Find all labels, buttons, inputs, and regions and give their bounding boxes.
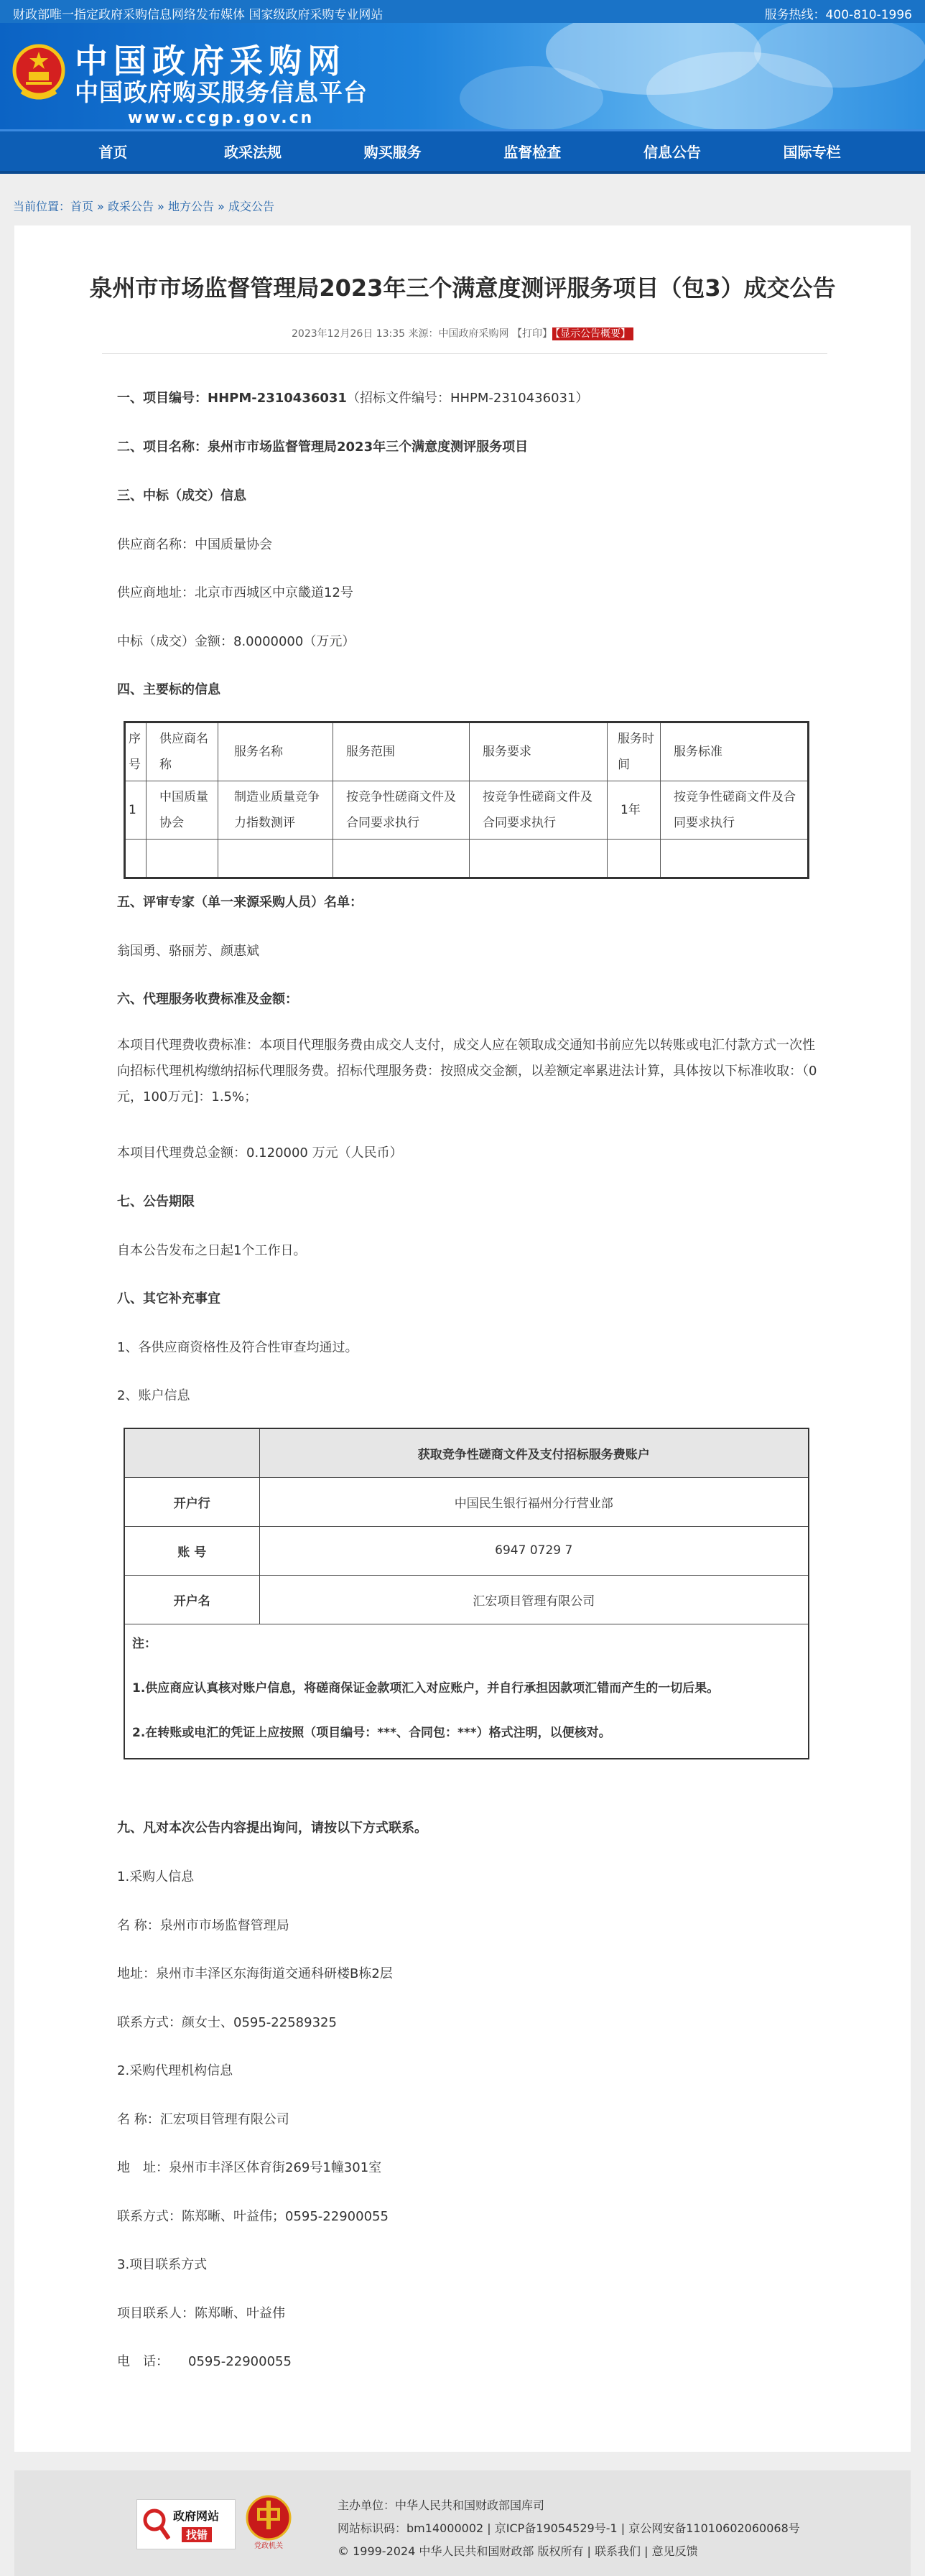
project-contact-heading: 3.项目联系方式 (117, 2257, 208, 2272)
site-name: 中国政府采购网 (75, 42, 346, 80)
footer-registration: 网站标识码：bm14000002 | 京ICP备19054529号-1 | 京公网安备11010602060068号 (338, 2521, 800, 2535)
section-project-number (117, 388, 588, 406)
account-key: 账 号 (124, 1526, 259, 1575)
breadcrumb-sep: » (93, 200, 108, 213)
nav-home[interactable]: 首页 (98, 144, 128, 161)
purchaser-name: 名 称：泉州市市场监督管理局 (117, 1918, 289, 1933)
section-project-name: 二、项目名称：泉州市市场监督管理局2023年三个满意度测评服务项目 (117, 440, 529, 455)
breadcrumb-local-announcements[interactable]: 地方公告 (167, 200, 214, 213)
breadcrumb-prefix: 当前位置： (13, 200, 71, 213)
site-banner (0, 23, 925, 129)
purchaser-address: 地址：泉州市丰泽区东海街道交通科研楼B栋2层 (117, 1966, 393, 1981)
party-gov-organ-badge-icon[interactable] (244, 2493, 293, 2551)
agency-heading: 2.采购代理机构信息 (117, 2063, 233, 2078)
breadcrumb-sep: » (214, 200, 228, 213)
breadcrumb (13, 197, 274, 214)
section-experts: 五、评审专家（单一来源采购人员）名单： (117, 895, 363, 910)
account-value: 中国民生银行福州分行营业部 (259, 1477, 809, 1526)
badge2-label: 党政机关 (254, 2542, 283, 2550)
breadcrumb-deal-announcements[interactable]: 成交公告 (228, 200, 274, 213)
site-footer (14, 2470, 911, 2576)
supplier-name: 供应商名称：中国质量协会 (117, 537, 272, 552)
table-header-cell: 供应商名称 (147, 722, 218, 781)
account-table-title: 获取竞争性磋商文件及支付招标服务费账户 (259, 1428, 809, 1477)
breadcrumb-gov-announcements[interactable]: 政采公告 (108, 200, 154, 213)
breadcrumb-sep: » (154, 200, 168, 213)
agency-address: 地 址：泉州市丰泽区体育街269号1幢301室 (117, 2160, 382, 2175)
top-slogan: 财政部唯一指定政府采购信息网络发布媒体 国家级政府采购专业网站 (13, 8, 384, 22)
purchaser-contact: 联系方式：颜女士、0595-22589325 (117, 2015, 337, 2030)
supplementary-item-2: 2、账户信息 (117, 1388, 190, 1403)
project-number-label: 一、项目编号：HHPM-2310436031 (117, 391, 347, 406)
supplier-address: 供应商地址：北京市西城区中京畿道12号 (117, 585, 353, 600)
nav-purchase-services[interactable]: 购买服务 (363, 144, 422, 161)
account-note-row (124, 1624, 809, 1759)
table-header-cell: 服务范围 (333, 722, 470, 781)
table-row (124, 1575, 809, 1624)
article-meta-text: 2023年12月26日 13:35 来源：中国政府采购网 【打印】 (292, 328, 552, 340)
table-header-row (125, 722, 809, 781)
note-item-2: 2.在转账或电汇的凭证上应按照（项目编号：***、合同包：***）格式注明，以便核对。 (132, 1725, 611, 1740)
section-notice-period: 七、公告期限 (117, 1194, 195, 1209)
site-url: www.ccgp.gov.cn (128, 109, 315, 127)
experts-list: 翁国勇、骆丽芳、颜惠斌 (117, 944, 259, 959)
section-agency-fee: 六、代理服务收费标准及金额： (117, 992, 298, 1007)
nav-regulations[interactable]: 政采法规 (223, 144, 282, 161)
section-award-info: 三、中标（成交）信息 (117, 488, 246, 503)
table-cell: 1年 (608, 781, 661, 840)
gov-site-error-report-badge[interactable] (136, 2499, 236, 2549)
note-item-1: 1.供应商应认真核对账户信息，将磋商保证金款项汇入对应账户，并自行承担因款项汇错而产生的一切后果。 (132, 1680, 720, 1696)
article-card (14, 225, 911, 2452)
award-amount: 中标（成交）金额：8.0000000（万元） (117, 634, 355, 649)
footer-sponsor: 主办单位：中华人民共和国财政部国库司 (338, 2498, 545, 2512)
account-key: 开户行 (124, 1477, 259, 1526)
breadcrumb-home[interactable]: 首页 (70, 200, 94, 213)
notice-period-text: 自本公告发布之日起1个工作日。 (117, 1243, 307, 1258)
site-subname: 中国政府购买服务信息平台 (75, 78, 368, 106)
table-row-empty (125, 840, 809, 878)
supplementary-item-1: 1、各供应商资格性及符合性审查均通过。 (117, 1340, 358, 1355)
account-info-table (124, 1428, 809, 1759)
account-key: 开户名 (124, 1575, 259, 1624)
project-contact-person: 项目联系人：陈郑晰、叶益伟 (117, 2306, 285, 2321)
badge-title: 政府网站 (173, 2509, 220, 2523)
main-items-table (124, 721, 809, 879)
article-title: 泉州市市场监督管理局2023年三个满意度测评服务项目（包3）成交公告 (89, 274, 836, 302)
table-header-cell: 序号 (125, 722, 147, 781)
nav-international[interactable]: 国际专栏 (783, 144, 841, 161)
purchaser-heading: 1.采购人信息 (117, 1869, 195, 1884)
nav-supervision[interactable]: 监督检查 (503, 144, 562, 161)
project-contact-phone: 电 话： 0595-22900055 (117, 2354, 292, 2369)
table-row (124, 1477, 809, 1526)
table-cell: 1 (125, 781, 147, 840)
section-contacts: 九、凡对本次公告内容提出询问，请按以下方式联系。 (117, 1821, 427, 1836)
badge-subtitle: 找错 (182, 2527, 212, 2542)
table-header-cell: 服务标准 (661, 722, 809, 781)
section-supplementary: 八、其它补充事宜 (117, 1291, 220, 1306)
tender-doc-number: （招标文件编号：HHPM-2310436031） (346, 391, 589, 406)
table-cell: 中国质量协会 (147, 781, 218, 840)
main-nav (0, 129, 925, 174)
table-cell: 按竞争性磋商文件及合同要求执行 (470, 781, 608, 840)
agency-name: 名 称：汇宏项目管理有限公司 (117, 2112, 289, 2127)
note-title: 注： (132, 1636, 157, 1651)
table-cell: 按竞争性磋商文件及合同要求执行 (661, 781, 809, 840)
top-info-bar (0, 0, 925, 23)
magnifier-icon (141, 2506, 170, 2543)
table-header-cell: 服务名称 (218, 722, 333, 781)
table-cell: 按竞争性磋商文件及合同要求执行 (333, 781, 470, 840)
article-meta (14, 326, 911, 340)
agency-contact: 联系方式：陈郑晰、叶益伟；0595-22900055 (117, 2209, 389, 2224)
agency-fee-standard: 本项目代理费收费标准：本项目代理服务费由成交人支付，成交人应在领取成交通知书前应先以转账或电汇付款方式一次性向招标代理机构缴纳招标代理服务费。招标代理服务费：按照成交金额，以差额定率累进法计算，具体按以下标准收取：（0元，100万元]：1.5%； (117, 1038, 817, 1105)
agency-fee-total: 本项目代理费总金额：0.120000 万元（人民币） (117, 1145, 403, 1161)
national-emblem-icon (11, 42, 66, 102)
table-row (125, 781, 809, 840)
account-value: 汇宏项目管理有限公司 (259, 1575, 809, 1624)
table-header-cell: 服务要求 (470, 722, 608, 781)
divider (102, 353, 827, 354)
show-summary-button[interactable]: 【显示公告概要】 (552, 327, 633, 340)
account-note (124, 1624, 809, 1759)
account-value: 6947 0729 7 (259, 1526, 809, 1575)
service-hotline: 服务热线：400-810-1996 (764, 8, 912, 22)
table-cell: 制造业质量竞争力指数测评 (218, 781, 333, 840)
footer-copyright: © 1999-2024 中华人民共和国财政部 版权所有 | 联系我们 | 意见反馈 (338, 2544, 698, 2558)
table-header-cell: 服务时间 (608, 722, 661, 781)
nav-announcements[interactable]: 信息公告 (643, 144, 701, 161)
table-row (124, 1526, 809, 1575)
section-main-items: 四、主要标的信息 (117, 682, 220, 697)
